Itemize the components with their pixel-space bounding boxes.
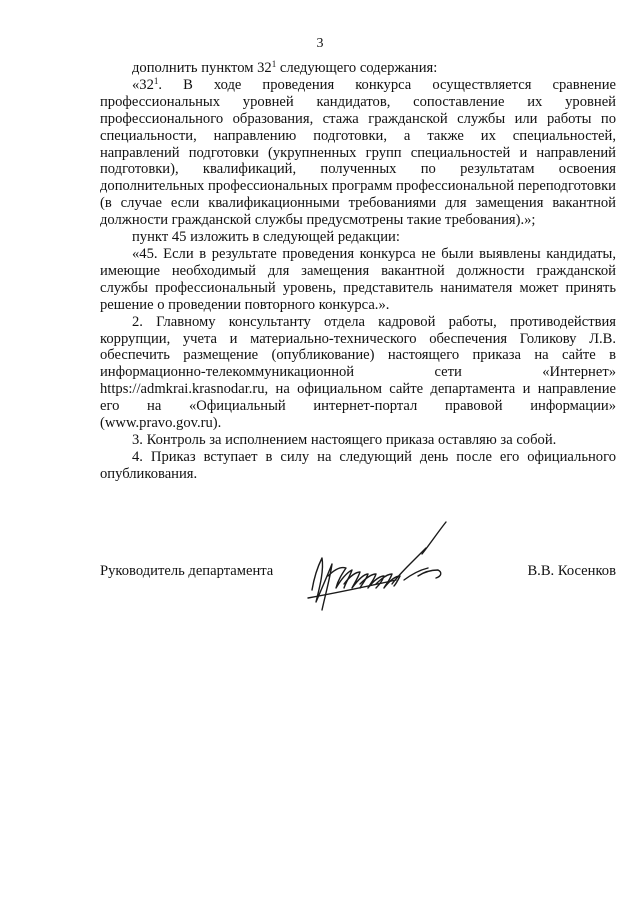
- signatory-title: Руководитель департамента: [100, 563, 274, 579]
- signature-block: [100, 563, 616, 583]
- signatory-name: В.В. Косенков: [527, 563, 616, 579]
- paragraph-text: . В ходе проведения конкурса осуществляется сравнение профессиональных уровней кандидатов, сопоставление их уровней профессионального образования, стажа гражданской службы или работы по специальности, направлению подготовки, а также их специальностей, направлений подготовки (укрупненных групп специальностей и направлений подготовки), квалификаций, полученных по результатам освоения дополнительных профессиональных программ профессиональной переподготовки (в случае если квалификационными требованиями для замещения вакантной должности гражданской службы предусмотрены такие требования).»;: [100, 76, 616, 229]
- page-number: 3: [316, 36, 324, 51]
- paragraph-amend-32-1: [100, 60, 616, 77]
- paragraph-item-2: 2. Главному консультанту отдела кадровой работы, противодействия коррупции, учета и материально-технического обеспечения Голикову Л.В. обеспечить размещение (опубликование) настоящего приказа на сайте в информационно-телекоммуникационной сети «Интернет» https://admkrai.krasnodar.ru, на официальном сайте департамента и направление его на «Официальный интернет-портал правовой информации» (www.pravo.gov.ru).: [100, 313, 616, 432]
- superscript: 1: [153, 75, 159, 86]
- paragraph-item-3: 3. Контроль за исполнением настоящего приказа оставляю за собой.: [132, 431, 557, 448]
- paragraph-clause-32-1: [100, 77, 616, 229]
- paragraph-text: следующего содержания:: [276, 60, 438, 76]
- paragraph-text: дополнить пунктом 32: [132, 60, 272, 76]
- superscript: 1: [271, 59, 277, 69]
- paragraph-item-4: 4. Приказ вступает в силу на следующий день после его официального опубликования.: [100, 448, 616, 482]
- paragraph-text: «32: [132, 76, 154, 93]
- document-body: [100, 60, 616, 483]
- paragraph-clause-45: «45. Если в результате проведения конкурса не были выявлены кандидаты, имеющие необходимый для замещения вакантной должности гражданской службы профессиональный уровень, представитель нанимателя может принять решение о проведении повторного конкурса.».: [100, 245, 616, 313]
- paragraph-amend-45: пункт 45 изложить в следующей редакции:: [132, 229, 400, 246]
